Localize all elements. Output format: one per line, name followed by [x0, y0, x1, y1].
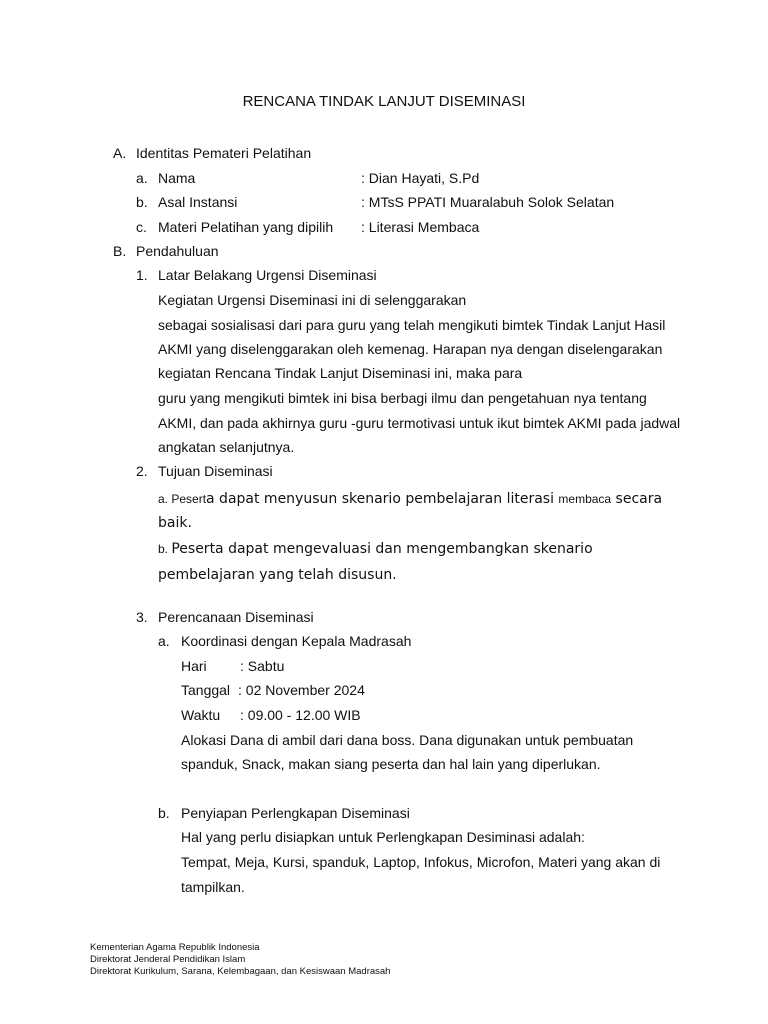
row-field: Materi Pelatihan yang dipilih: [158, 219, 334, 235]
row-letter: b.: [136, 194, 148, 210]
paragraph-line: spanduk, Snack, makan siang peserta dan hal lain yang diperlukan.: [181, 756, 601, 772]
row-value: : Literasi Membaca: [361, 219, 480, 235]
goal-a-line: [158, 489, 662, 508]
subitem-heading: Penyiapan Perlengkapan Diseminasi: [181, 805, 410, 821]
item-heading: Tujuan Diseminasi: [158, 463, 273, 479]
paragraph-line: tampilkan.: [181, 879, 245, 895]
goal-b-line: [158, 539, 593, 558]
paragraph-line: sebagai sosialisasi dari para guru yang telah mengikuti bimtek Tindak Lanjut Hasil: [158, 317, 666, 333]
item-number: 2.: [136, 463, 148, 479]
row-field: Nama: [158, 170, 196, 186]
paragraph-line: angkatan selanjutnya.: [158, 439, 295, 455]
tanggal-value: : 02 November 2024: [238, 682, 365, 698]
row-letter: c.: [136, 219, 147, 235]
section-b-heading: Pendahuluan: [136, 243, 219, 259]
waktu-value: : 09.00 - 12.00 WIB: [240, 707, 361, 723]
goal-b-prefix: b.: [158, 542, 172, 556]
row-field: Asal Instansi: [158, 194, 238, 210]
item-number: 1.: [136, 267, 148, 283]
paragraph-line: Kegiatan Urgensi Diseminasi ini di selenggarakan: [158, 292, 467, 308]
paragraph-line: AKMI, dan pada akhirnya guru -guru termotivasi untuk ikut bimtek AKMI pada jadwal: [158, 415, 681, 431]
goal-a-end: secara: [611, 491, 663, 507]
waktu-label: Waktu: [181, 707, 221, 723]
paragraph-line: Hal yang perlu disiapkan untuk Perlengkapan Desiminasi adalah:: [181, 829, 585, 845]
paragraph-line: AKMI yang diselenggarakan oleh kemenag. Harapan nya dengan diselengarakan: [158, 341, 663, 357]
hari-label: Hari: [181, 658, 207, 674]
goal-a-word: membaca: [558, 492, 612, 506]
paragraph-line: kegiatan Rencana Tindak Lanjut Diseminasi ini, maka para: [158, 365, 523, 381]
tanggal-label: Tanggal: [181, 682, 231, 698]
footer-line: Direktorat Jenderal Pendidikan Islam: [90, 954, 246, 965]
item-number: 3.: [136, 609, 148, 625]
paragraph-line: Tempat, Meja, Kursi, spanduk, Laptop, Infokus, Microfon, Materi yang akan di: [181, 854, 661, 870]
goal-b-line2: pembelajaran yang telah disusun.: [158, 567, 397, 583]
subitem-letter: a.: [158, 633, 170, 649]
row-value: : MTsS PPATI Muaralabuh Solok Selatan: [361, 194, 615, 210]
section-b-label: B.: [113, 243, 127, 259]
document-title: RENCANA TINDAK LANJUT DISEMINASI: [242, 93, 526, 110]
section-a-label: A.: [113, 145, 127, 161]
row-value: : Dian Hayati, S.Pd: [361, 170, 480, 186]
footer-line: Direktorat Kurikulum, Sarana, Kelembagaan, dan Kesiswaan Madrasah: [90, 966, 391, 977]
item-heading: Perencanaan Diseminasi: [158, 609, 314, 625]
item-heading: Latar Belakang Urgensi Diseminasi: [158, 267, 377, 283]
paragraph-line: guru yang mengikuti bimtek ini bisa berbagi ilmu dan pengetahuan nya tentang: [158, 390, 647, 406]
goal-a-prefix: a. Pesert: [158, 492, 207, 506]
footer-line: Kementerian Agama Republik Indonesia: [90, 942, 260, 953]
row-letter: a.: [136, 170, 148, 186]
paragraph-line: Alokasi Dana di ambil dari dana boss. Dana digunakan untuk pembuatan: [181, 732, 634, 748]
goal-a-text: a dapat menyusun skenario pembelajaran literasi: [206, 491, 559, 507]
goal-a-line2: baik.: [158, 515, 192, 531]
goal-b-text: Peserta dapat mengevaluasi dan mengembangkan skenario: [171, 541, 593, 557]
subitem-letter: b.: [158, 805, 170, 821]
hari-value: : Sabtu: [240, 658, 285, 674]
section-a-heading: Identitas Pemateri Pelatihan: [136, 145, 312, 161]
subitem-heading: Koordinasi dengan Kepala Madrasah: [181, 633, 412, 649]
